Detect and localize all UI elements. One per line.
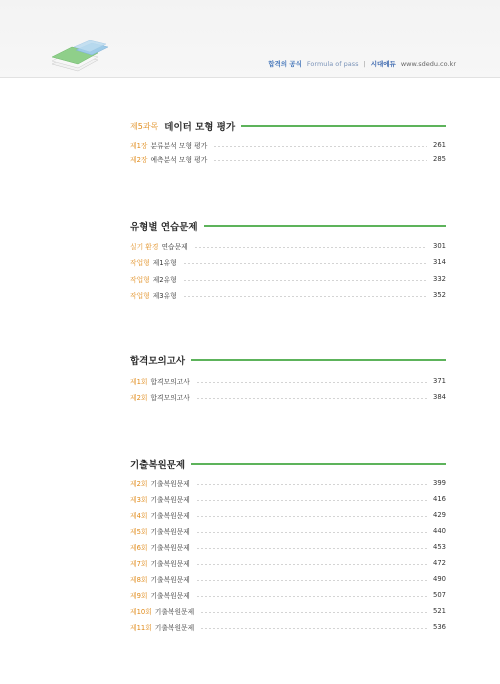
- entry-prefix: 제5회: [130, 528, 148, 536]
- dot-leader: [183, 296, 427, 297]
- entry-prefix: 제9회: [130, 592, 148, 600]
- entry-title: 기출복원문제: [154, 624, 195, 632]
- section-rule: [191, 463, 446, 465]
- entry-title: 예측분석 모형 평가: [150, 156, 208, 164]
- toc-entry[interactable]: [130, 240, 446, 252]
- section-heading: [130, 119, 446, 133]
- toc-entry[interactable]: [130, 605, 446, 617]
- entry-prefix: 제10회: [130, 608, 152, 616]
- toc-entry[interactable]: [130, 273, 446, 285]
- entry-prefix: 제2회: [130, 480, 148, 488]
- dot-leader: [196, 596, 427, 597]
- section-title: 합격모의고사: [130, 356, 186, 367]
- entry-prefix: 작업형: [130, 259, 150, 267]
- dot-leader: [196, 516, 427, 517]
- dot-leader: [200, 628, 427, 629]
- page-header: [0, 0, 500, 78]
- entry-prefix: 제7회: [130, 560, 148, 568]
- entry-title: 기출복원문제: [150, 544, 190, 552]
- entry-prefix: 제1장: [130, 142, 148, 150]
- publisher-logo: 시대에듀: [370, 60, 396, 68]
- dot-leader: [196, 548, 427, 549]
- entry-page: 314: [433, 258, 446, 266]
- section-rule: [204, 225, 446, 227]
- dot-leader: [183, 280, 427, 281]
- toc-entry[interactable]: [130, 557, 446, 569]
- entry-title: 기출복원문제: [150, 560, 190, 568]
- entry-page: 384: [433, 393, 446, 401]
- section-prefix: 제5과목: [130, 121, 159, 131]
- section-heading: [130, 219, 446, 233]
- section-title: 기출복원문제: [130, 460, 186, 471]
- entry-page: 440: [433, 527, 446, 535]
- entry-page: 416: [433, 495, 446, 503]
- toc-entry[interactable]: [130, 541, 446, 553]
- toc-entry[interactable]: [130, 477, 446, 489]
- dot-leader: [213, 160, 427, 161]
- toc-section-practice-problems: [130, 219, 446, 300]
- section-heading: [130, 353, 446, 367]
- dot-leader: [196, 580, 427, 581]
- entry-page: 453: [433, 543, 446, 551]
- entry-page: 332: [433, 275, 446, 283]
- entry-page: 301: [433, 242, 446, 250]
- entry-page: 261: [433, 141, 446, 149]
- dot-leader: [213, 146, 427, 147]
- header-branding: [268, 59, 456, 68]
- section-heading: [130, 457, 446, 471]
- entry-title: 기출복원문제: [150, 480, 190, 488]
- entry-title: 연습문제: [161, 243, 188, 251]
- dot-leader: [194, 247, 427, 248]
- stacked-layers-logo-icon: [48, 40, 110, 78]
- entry-page: 352: [433, 291, 446, 299]
- dot-leader: [196, 382, 427, 383]
- entry-prefix: 작업형: [130, 276, 150, 284]
- dot-leader: [183, 263, 427, 264]
- toc-entry[interactable]: [130, 256, 446, 268]
- toc-section-past-exams: [130, 457, 446, 632]
- toc-entry[interactable]: [130, 589, 446, 601]
- dot-leader: [196, 564, 427, 565]
- entry-title: 기출복원문제: [150, 576, 190, 584]
- hangul-brand: 합격의 공식: [268, 60, 302, 68]
- entry-page: 399: [433, 479, 446, 487]
- entry-title: 제1유형: [152, 259, 177, 267]
- entry-title: 제2유형: [152, 276, 177, 284]
- entry-prefix: 제6회: [130, 544, 148, 552]
- entry-prefix: 제4회: [130, 512, 148, 520]
- dot-leader: [196, 398, 427, 399]
- toc-entry[interactable]: [130, 493, 446, 505]
- entry-prefix: 제1회: [130, 378, 148, 386]
- dot-leader: [196, 532, 427, 533]
- entry-prefix: 작업형: [130, 292, 150, 300]
- entry-title: 분류분석 모형 평가: [150, 142, 208, 150]
- toc-section-mock-exam: [130, 353, 446, 402]
- dot-leader: [200, 612, 427, 613]
- entry-page: 507: [433, 591, 446, 599]
- entry-page: 490: [433, 575, 446, 583]
- entry-page: 371: [433, 377, 446, 385]
- entry-title: 기출복원문제: [154, 608, 195, 616]
- section-rule: [191, 359, 446, 361]
- entry-prefix: 실기 환경: [130, 243, 159, 251]
- entry-prefix: 제3회: [130, 496, 148, 504]
- toc-entry[interactable]: [130, 525, 446, 537]
- toc-entry[interactable]: [130, 621, 446, 633]
- entry-title: 합격모의고사: [150, 378, 190, 386]
- section-rule: [241, 125, 446, 127]
- entry-prefix: 제2장: [130, 156, 148, 164]
- dot-leader: [196, 500, 427, 501]
- entry-page: 472: [433, 559, 446, 567]
- entry-page: 429: [433, 511, 446, 519]
- entry-page: 285: [433, 155, 446, 163]
- toc-entry[interactable]: [130, 391, 446, 403]
- entry-page: 536: [433, 623, 446, 631]
- entry-title: 제3유형: [152, 292, 177, 300]
- entry-page: 521: [433, 607, 446, 615]
- header-separator: |: [363, 59, 366, 68]
- section-title: 유형별 연습문제: [130, 222, 198, 233]
- entry-title: 기출복원문제: [150, 512, 190, 520]
- toc-entry[interactable]: [130, 289, 446, 301]
- entry-title: 합격모의고사: [150, 394, 190, 402]
- entry-title: 기출복원문제: [150, 496, 190, 504]
- toc-entry[interactable]: [130, 375, 446, 387]
- dot-leader: [196, 484, 427, 485]
- toc-entry[interactable]: [130, 573, 446, 585]
- toc-entry[interactable]: [130, 153, 446, 165]
- toc-entry[interactable]: [130, 509, 446, 521]
- section-title: 데이터 모형 평가: [164, 122, 236, 133]
- entry-title: 기출복원문제: [150, 528, 190, 536]
- entry-prefix: 제8회: [130, 576, 148, 584]
- publisher-url: www.sdedu.co.kr: [400, 59, 456, 68]
- entry-title: 기출복원문제: [150, 592, 190, 600]
- entry-prefix: 제11회: [130, 624, 152, 632]
- toc-section-model-evaluation: [130, 119, 446, 164]
- toc-entry[interactable]: [130, 139, 446, 151]
- entry-prefix: 제2회: [130, 394, 148, 402]
- english-tagline: Formula of pass: [306, 59, 359, 68]
